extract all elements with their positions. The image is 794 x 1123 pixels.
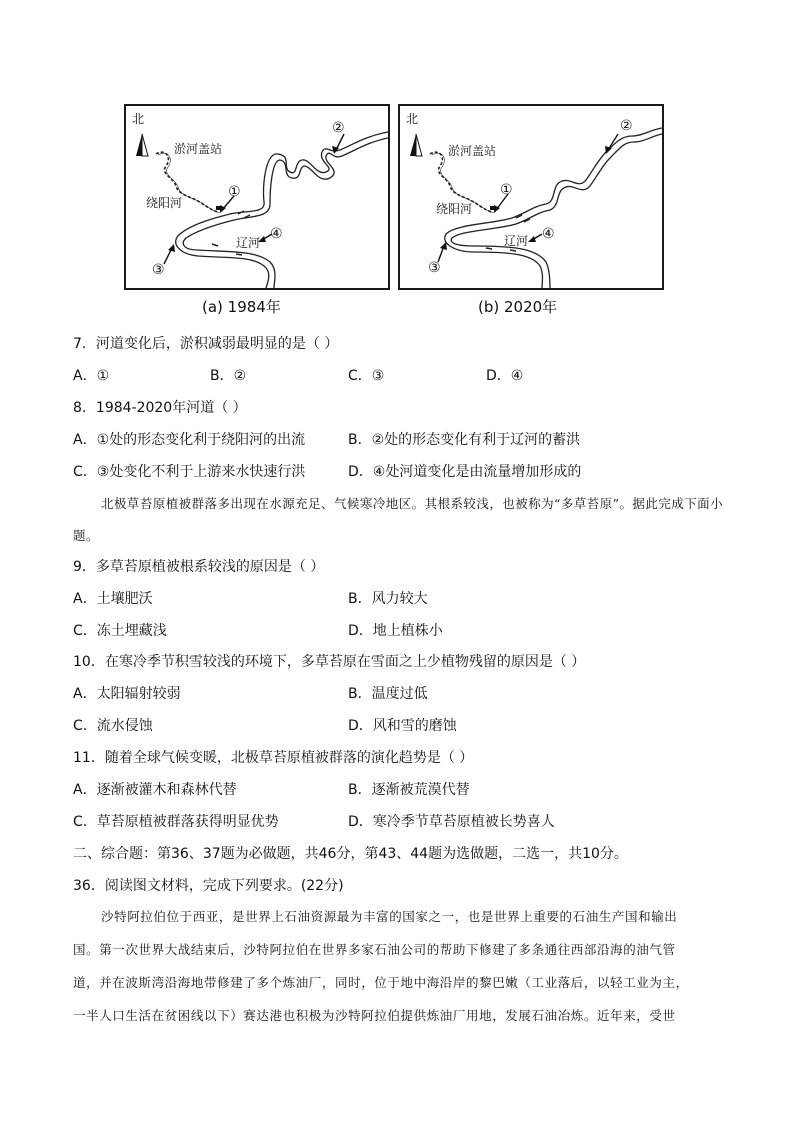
river-label-raoyang: 绕阳河 (146, 196, 183, 210)
q9-stem: 9．多草苔原植被根系较浅的原因是（ ） (73, 559, 325, 575)
q7-option-b: B．② (210, 368, 247, 384)
q10-option-b: B．温度过低 (348, 686, 428, 702)
river-label-raoyang: 绕阳河 (436, 202, 473, 216)
q8-option-b: B．②处的形态变化有利于辽河的蓄洪 (348, 432, 581, 448)
q8-stem: 8．1984-2020年河道（ ） (73, 400, 247, 416)
mark-2: ② (332, 120, 345, 136)
mark-4: ④ (542, 226, 555, 242)
river-label-liao: 辽河 (236, 236, 261, 250)
q11-option-a: A．逐渐被灌木和森林代替 (73, 782, 237, 798)
mark-1: ① (500, 182, 513, 198)
q8-option-d: D．④处河道变化是由流量增加形成的 (348, 464, 582, 480)
q7-option-d: D．④ (486, 368, 524, 384)
q8-option-a: A．①处的形态变化利于绕阳河的出流 (73, 432, 306, 448)
q36-para-line-1: 沙特阿拉伯位于西亚，是世界上石油资源最为丰富的国家之一，也是世界上重要的石油生产国和输出 (101, 909, 678, 924)
q8-option-c: C．③处变化不利于上游来水快速行洪 (73, 464, 306, 480)
q9-option-c: C．冻土埋藏浅 (73, 623, 167, 639)
passage-tundra: 北极草苔原植被群落多出现在水源充足、气候寒冷地区。其根系较浅，也被称为“多草苔原”。据此完成下面小题。 (73, 496, 723, 543)
q10-option-c: C．流水侵蚀 (73, 718, 153, 734)
north-label: 北 (406, 112, 419, 126)
q11-option-d: D．寒冷季节草苔原植被长势喜人 (348, 814, 555, 830)
q36-para-line-4: 一半人口生活在贫困线以下）赛达港也积极为沙特阿拉伯提供炼油厂用地，发展石油冶炼。近年来，受世 (73, 1008, 676, 1023)
north-label: 北 (132, 112, 145, 126)
north-arrow-icon (136, 134, 142, 156)
q7-stem: 7．河道变化后，淤积减弱最明显的是（ ） (73, 336, 339, 352)
q11-option-c: C．草苔原植被群落获得明显优势 (73, 814, 279, 830)
q36-stem: 36．阅读图文材料，完成下列要求。(22分) (73, 878, 344, 894)
q10-option-d: D．风和雪的磨蚀 (348, 718, 457, 734)
caption-1984: (a) 1984年 (202, 298, 281, 316)
mark-1: ① (228, 184, 241, 200)
q11-option-b: B．逐渐被荒漠代替 (348, 782, 470, 798)
q10-stem: 10．在寒冷季节积雪较浅的环境下，多草苔原在雪面之上少植物残留的原因是（ ） (73, 654, 586, 670)
q7-option-a: A．① (73, 368, 110, 384)
mark-3: ③ (428, 260, 441, 276)
q9-option-a: A．土壤肥沃 (73, 591, 153, 607)
q11-stem: 11．随着全球气候变暖，北极草苔原植被群落的演化趋势是（ ） (73, 750, 474, 766)
map-1984 (124, 104, 390, 290)
map-2020 (398, 104, 664, 290)
station-label: 淤河盖站 (448, 144, 497, 158)
river-label-liao: 辽河 (504, 234, 529, 248)
north-arrow-icon (410, 134, 416, 156)
q36-para-line-3: 道，并在波斯湾沿海地带修建了多个炼油厂，同时，位于地中海沿岸的黎巴嫩（工业落后，以轻工业为主， (73, 975, 689, 990)
q10-option-a: A．太阳辐射较弱 (73, 686, 181, 702)
q9-option-d: D．地上植株小 (348, 623, 443, 639)
station-label: 淤河盖站 (174, 142, 223, 156)
q7-option-c: C．③ (348, 368, 385, 384)
mark-2: ② (620, 118, 633, 134)
q9-option-b: B．风力较大 (348, 591, 428, 607)
section-2-heading: 二、综合题：第36、37题为必做题，共46分，第43、44题为选做题，二选一，共10分。 (73, 846, 628, 862)
mark-3: ③ (152, 262, 165, 278)
q36-para-line-2: 国。第一次世界大战结束后，沙特阿拉伯在世界多家石油公司的帮助下修建了多条通往西部沿海的油气管 (73, 942, 676, 957)
caption-2020: (b) 2020年 (478, 298, 558, 316)
river-maps-figure (124, 104, 670, 316)
mark-4: ④ (270, 226, 283, 242)
